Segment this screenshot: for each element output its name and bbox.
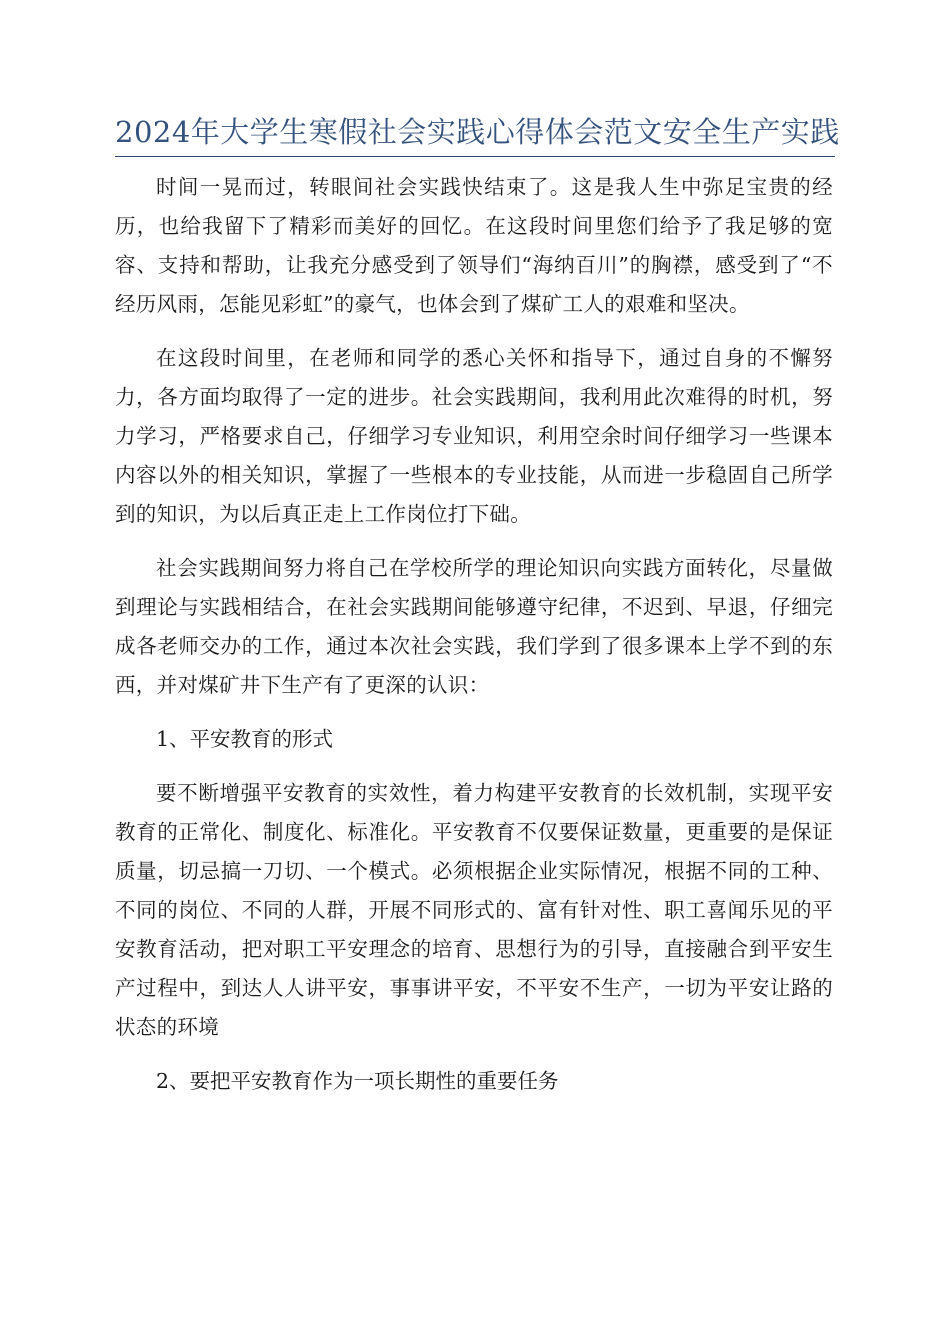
section-body-1: 要不断增强平安教育的实效性，着力构建平安教育的长效机制，实现平安教育的正常化、制度化、标准化。平安教育不仅要保证数量，更重要的是保证质量，切忌搞一刀切、一个模式。必须根据企业实际情况，根据不同的工种、不同的岗位、不同的人群，开展不同形式的、富有针对性、职工喜闻乐见的平安教育活动，把对职工平安理念的培育、思想行为的引导，直接融合到平安生产过程中，到达人人讲平安，事事讲平安，不平安不生产，一切为平安让路的状态的环境 xyxy=(115,781,833,1039)
document-body xyxy=(115,168,833,1116)
section-heading-1: 1、平安教育的形式 xyxy=(156,727,334,751)
section-heading-2: 2、要把平安教育作为一项长期性的重要任务 xyxy=(156,1069,559,1093)
paragraph-progress: 在这段时间里，在老师和同学的悉心关怀和指导下，通过自身的不懈努力，各方面均取得了一定的进步。社会实践期间，我利用此次难得的时机，努力学习，严格要求自己，仔细学习专业知识，利用空余时间仔细学习一些课本内容以外的相关知识，掌握了一些根本的专业技能，从而进一步稳固自己所学到的知识，为以后真正走上工作岗位打下础。 xyxy=(115,346,833,526)
title-block xyxy=(115,112,840,157)
paragraph-intro: 时间一晃而过，转眼间社会实践快结束了。这是我人生中弥足宝贵的经历，也给我留下了精彩而美好的回忆。在这段时间里您们给予了我足够的宽容、支持和帮助，让我充分感受到了领导们“海纳百川”的胸襟，感受到了“不经历风雨，怎能见彩虹”的豪气，也体会到了煤矿工人的艰难和坚决。 xyxy=(115,175,833,316)
document-title: 2024年大学生寒假社会实践心得体会范文安全生产实践 xyxy=(115,115,840,149)
paragraph-practice: 社会实践期间努力将自己在学校所学的理论知识向实践方面转化，尽量做到理论与实践相结合，在社会实践期间能够遵守纪律，不迟到、早退，仔细完成各老师交办的工作，通过本次社会实践，我们学到了很多课本上学不到的东西，并对煤矿井下生产有了更深的认识： xyxy=(115,556,833,697)
